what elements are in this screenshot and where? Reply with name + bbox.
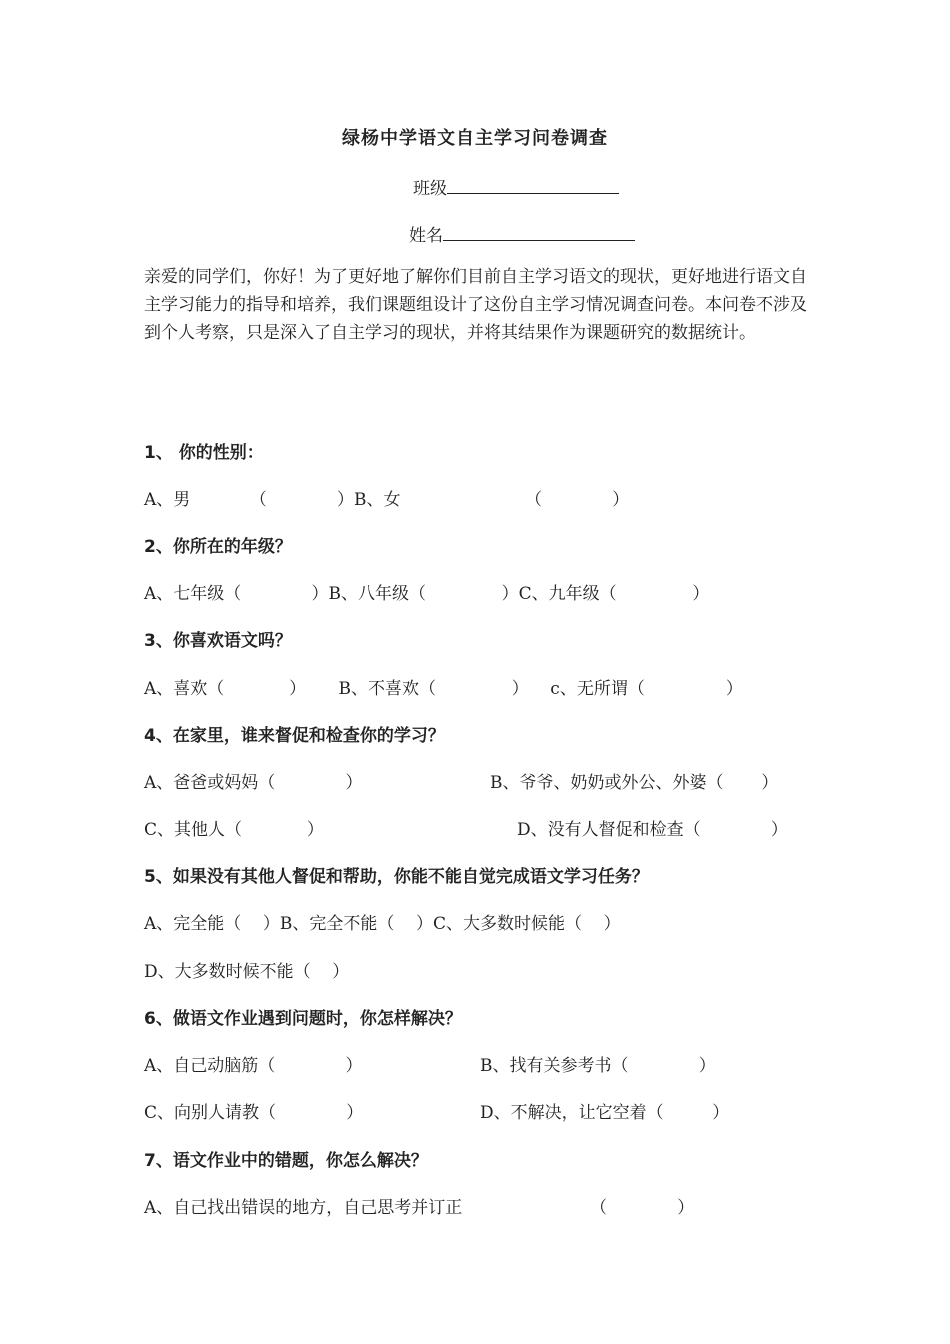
- q7-option-a-blank[interactable]: （ ）: [590, 1198, 695, 1218]
- question-5: 5、如果没有其他人督促和帮助，你能不能自觉完成语文学习任务？: [144, 867, 649, 887]
- name-label: 姓名: [409, 226, 443, 246]
- q6-option-d[interactable]: D、不解决，让它空着（ ）: [480, 1103, 730, 1123]
- q4-option-c[interactable]: C、其他人（ ）: [144, 820, 324, 840]
- q2-options[interactable]: A、七年级（ ）B、八年级（ ）C、九年级（ ）: [144, 584, 710, 604]
- q6-option-c[interactable]: C、向别人请教（ ）: [144, 1103, 364, 1123]
- q6-option-b[interactable]: B、找有关参考书（ ）: [480, 1056, 716, 1076]
- q5-options-abc[interactable]: A、完全能（ ）B、完全不能（ ）C、大多数时候能（ ）: [144, 914, 621, 934]
- q7-option-a[interactable]: A、自己找出错误的地方，自己思考并订正: [144, 1198, 463, 1218]
- intro-paragraph: 亲爱的同学们，你好！为了更好地了解你们目前自主学习语文的现状，更好地进行语文自主学习能力的指导和培养，我们课题组设计了这份自主学习情况调查问卷。本问卷不涉及到个人考察，只是深入了自主学习的现状，并将其结果作为课题研究的数据统计。: [144, 267, 807, 343]
- question-6: 6、做语文作业遇到问题时，你怎样解决？: [144, 1009, 462, 1029]
- survey-title: 绿杨中学语文自主学习问卷调查: [342, 128, 608, 149]
- question-4: 4、在家里，谁来督促和检查你的学习？: [144, 726, 445, 746]
- class-blank[interactable]: [447, 175, 619, 194]
- q1-option-b[interactable]: （ ）: [525, 490, 630, 510]
- q4-option-b[interactable]: B、爷爷、奶奶或外公、外婆（ ）: [490, 773, 779, 793]
- q4-option-d[interactable]: D、没有人督促和检查（ ）: [517, 820, 788, 840]
- name-field: [409, 221, 635, 246]
- q4-option-a[interactable]: A、爸爸或妈妈（ ）: [144, 773, 363, 793]
- question-2: 2、你所在的年级？: [144, 537, 292, 557]
- q1-option-a[interactable]: A、男 （ ）B、女: [144, 490, 401, 510]
- q6-option-a[interactable]: A、自己动脑筋（ ）: [144, 1056, 363, 1076]
- question-3: 3、你喜欢语文吗？: [144, 631, 292, 651]
- q5-option-d[interactable]: D、大多数时候不能（ ）: [144, 962, 350, 982]
- class-field: [413, 174, 619, 199]
- class-label: 班级: [413, 179, 447, 199]
- question-1: 1、 你的性别：: [144, 443, 264, 463]
- q3-options[interactable]: A、喜欢（ ） B、不喜欢（ ） c、无所谓（ ）: [144, 679, 743, 699]
- name-blank[interactable]: [443, 222, 635, 241]
- question-7: 7、语文作业中的错题，你怎么解决？: [144, 1151, 428, 1171]
